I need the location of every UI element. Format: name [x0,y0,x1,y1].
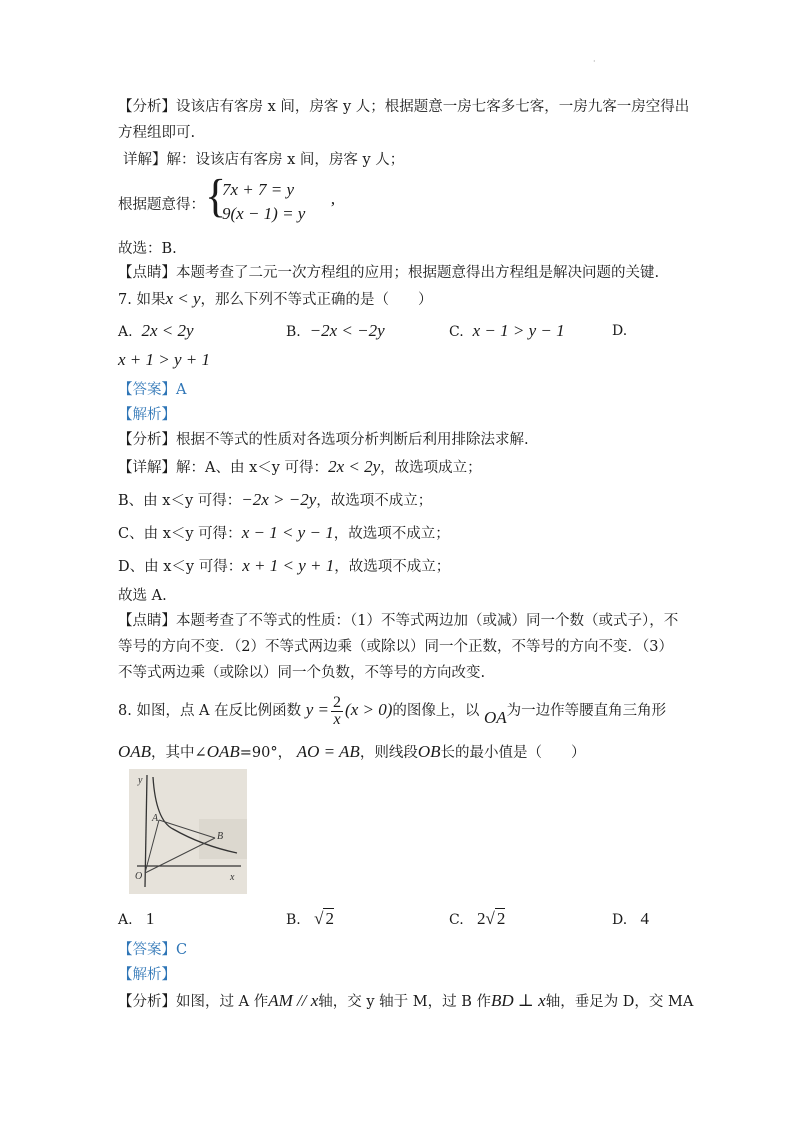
equation-tail: ’ [330,198,336,217]
detail-7-a-suffix: ，故选项成立； [380,460,482,476]
figure-label-y: y [138,775,143,786]
analysis-line-1: 【分析】设该店有客房 x 间，房客 y 人；根据题意一房七客多七客，一房九客一房空得出 [118,99,690,115]
detail-7-c-prefix: C、由 x＜y 可得： [118,526,242,542]
analysis-8-am: AM // x [268,991,319,1010]
equation-2: 9(x − 1) = y [222,204,306,223]
analysis-8 [118,992,693,1011]
detail-line: 详解】解：设该店有客房 x 间，房客 y 人； [123,152,405,168]
q8-option-a-label: A. [118,912,133,928]
detail-7-b [118,491,432,510]
q8-fraction [331,695,343,728]
q8-option-b-label: B. [286,912,301,928]
corner-mark: · [593,57,596,66]
q8-fraction-num: 2 [333,693,342,711]
q8-oa: OA [483,708,507,727]
q8-mid: 的图像上，以 [392,703,480,719]
q7-option-c-label: C. [449,324,464,340]
question-8-line-1 [118,692,666,729]
detail-7-c [118,524,450,543]
detail-7-d [118,557,450,576]
q8-y: y = [305,700,330,719]
q8-domain: (x > 0) [345,700,393,719]
q8-then: ，则线段 [359,745,418,761]
detail-7-a [118,458,482,477]
q8-option-c-sqrt: √ 2 [485,909,506,928]
q8-angle: OAB [206,742,240,761]
q8-ob: OB [417,742,441,761]
q7-option-a [118,322,194,341]
detail-7-b-suffix: ，故选项不成立； [316,493,433,509]
detail-7-c-expr: x − 1 < y − 1 [241,523,334,542]
answer-8: 【答案】C [118,942,188,958]
comment-7-line-1: 【点睛】本题考查了不等式的性质：（1）不等式两边加（或减）同一个数（或式子），不 [118,613,679,629]
detail-7-a-expr: 2x < 2y [328,457,381,476]
q7-suffix: ，那么下列不等式正确的是（ ） [200,292,433,308]
q7-option-a-expr: 2x < 2y [141,321,194,340]
q7-option-a-label: A. [118,324,133,340]
figure-label-b: B [217,831,224,842]
q8-option-b-radicand: 2 [325,909,334,928]
q7-prefix: 7. 如果 [118,292,166,308]
q8-line2-mid: ，其中∠ [151,745,207,761]
equation-brace: { [205,170,227,223]
figure-graph-svg [129,769,247,894]
figure-label-o: O [135,871,143,882]
q7-option-c-expr: x − 1 > y − 1 [472,321,565,340]
solution-8-header: 【解析】 [118,967,176,983]
q7-option-c [449,322,565,341]
question-8-line-2 [118,743,586,762]
q7-option-b-label: B. [286,324,301,340]
equation-intro: 根据题意得： [118,197,205,213]
q8-prefix: 8. 如图，点 A 在反比例函数 [118,703,302,719]
choose-7: 故选 A. [118,588,167,604]
q8-fraction-den: x [333,710,341,728]
detail-7-d-prefix: D、由 x＜y 可得： [118,559,243,575]
q7-condition: x < y [165,289,201,308]
detail-7-d-expr: x + 1 < y + 1 [242,556,335,575]
q8-option-c-label: C. [449,912,464,928]
q7-option-b-expr: −2x < −2y [309,321,385,340]
equation-1: 7x + 7 = y [222,180,295,199]
comment-6: 【点睛】本题考查了二元一次方程组的应用；根据题意得出方程组是解决问题的关键. [118,265,660,281]
q8-option-b [286,910,334,929]
q7-option-d [118,351,210,370]
analysis-8-bd: BD ⊥ x [491,991,546,1010]
detail-7-c-suffix: ，故选项不成立； [333,526,450,542]
figure-label-x: x [230,872,235,883]
figure-graph [129,769,247,894]
figure-label-a: A [152,813,159,824]
q8-option-a [118,910,154,929]
choose-b: 故选：B. [118,241,177,257]
q8-option-a-value: 1 [145,909,155,928]
q8-option-c-radicand: 2 [496,909,506,928]
analysis-8-end: 轴，垂足为 D，交 MA [545,994,694,1010]
q8-option-d-label: D. [612,912,628,928]
q7-option-b [286,322,385,341]
analysis-8-mid: 轴，交 y 轴于 M，过 B 作 [318,994,491,1010]
q8-option-d-value: 4 [640,909,650,928]
detail-7-b-prefix: B、由 x＜y 可得： [118,493,242,509]
q8-ao-ab: AO = AB [296,742,360,761]
comment-7-line-2: 等号的方向不变．（2）不等式两边乘（或除以）同一个正数，不等号的方向不变．（3） [118,639,673,655]
q8-option-d [612,910,649,929]
analysis-line-2: 方程组即可. [118,125,196,141]
analysis-7: 【分析】根据不等式的性质对各选项分析判断后利用排除法求解. [118,432,529,448]
q8-end: 长的最小值是（ ） [440,745,586,761]
answer-7: 【答案】A [118,382,187,398]
q8-suffix: 为一边作等腰直角三角形 [506,703,667,719]
q8-oab: OAB [118,742,152,761]
q8-option-b-sqrt: √ 2 [314,909,334,928]
q8-option-c [449,910,505,929]
question-7 [118,290,433,309]
q7-option-d-expr: x + 1 > y + 1 [118,350,211,369]
q8-eq: =90°， [239,745,293,761]
solution-7-header: 【解析】 [118,407,176,423]
detail-7-d-suffix: ，故选项不成立； [334,559,451,575]
comment-7-line-3: 不等式两边乘（或除以）同一个负数，不等号的方向改变. [118,665,486,681]
q8-option-c-coef: 2 [477,909,486,928]
analysis-8-prefix: 【分析】如图，过 A 作 [118,994,269,1010]
detail-7-a-prefix: 【详解】解：A、由 x＜y 可得： [118,460,329,476]
q7-option-d-label: D. [612,323,628,339]
detail-7-b-expr: −2x > −2y [241,490,317,509]
